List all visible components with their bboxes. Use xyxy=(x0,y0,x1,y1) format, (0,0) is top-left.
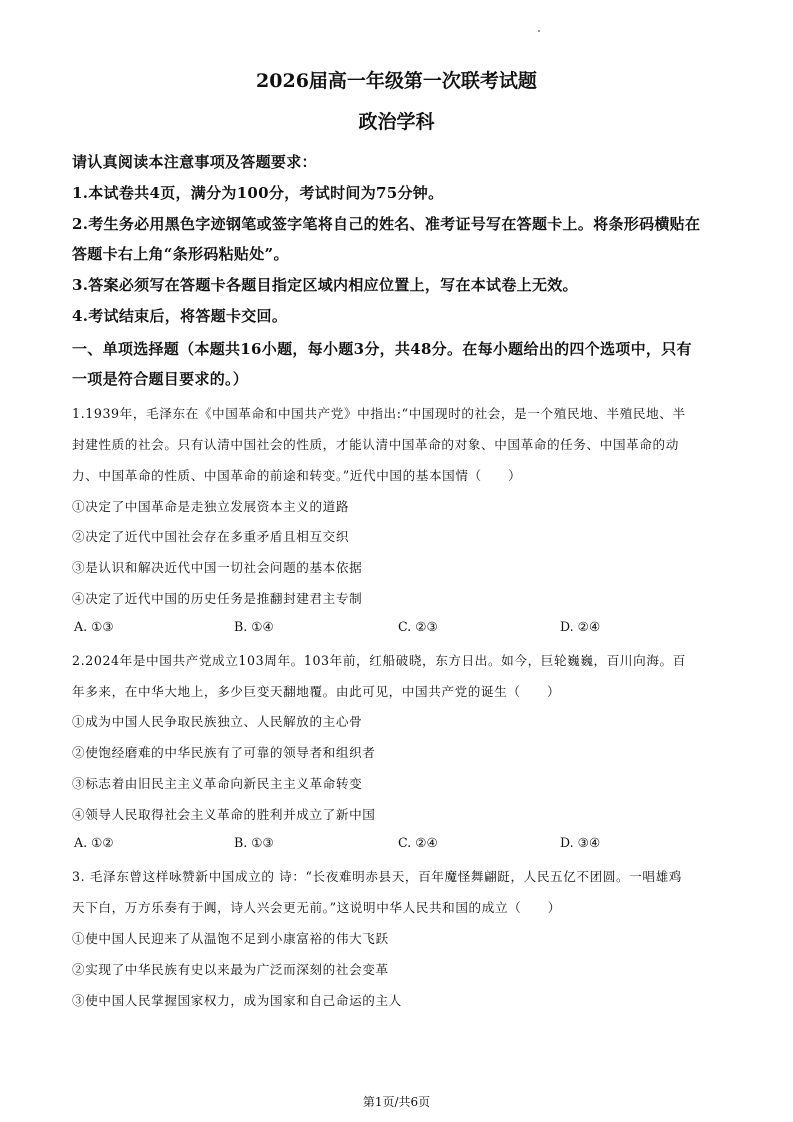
section-heading: 一项是符合题目要求的。） xyxy=(72,370,249,388)
instruction-item: 4.考试结束后，将答题卡交回。 xyxy=(72,307,288,325)
question-1-stem: 力、中国革命的性质、中国革命的前途和转变。”近代中国的基本国情（ ） xyxy=(72,468,522,483)
exam-title: 2026届高一年级第一次联考试题 xyxy=(256,70,537,92)
instruction-item: 2.考生务必用黑色字迹钢笔或签字笔将自己的姓名、准考证号写在答题卡上。将条形码横贴在 xyxy=(72,215,701,233)
question-1-statement: ②决定了近代中国社会存在多重矛盾且相互交织 xyxy=(72,529,350,544)
option-d: D. ③④ xyxy=(560,835,601,850)
question-2-statement: ④领导人民取得社会主义革命的胜利并成立了新中国 xyxy=(72,807,376,822)
page-number: 第1页/共6页 xyxy=(362,1095,431,1109)
question-1-stem: 封建性质的社会。只有认清中国社会的性质，才能认清中国革命的对象、中国革命的任务、中国革命的动 xyxy=(72,437,679,452)
option-c: C. ②③ xyxy=(398,619,438,634)
question-1-stem: 1.1939年，毛泽东在《中国革命和中国共产党》中指出:“中国现时的社会，是一个殖民地、半殖民地、半 xyxy=(72,406,686,421)
option-a: A. ①② xyxy=(74,835,114,850)
question-3-statement: ③使中国人民掌握国家权力，成为国家和自己命运的主人 xyxy=(72,993,402,1008)
question-1-statement: ①决定了中国革命是走独立发展资本主义的道路 xyxy=(72,499,350,514)
question-3-statement: ②实现了中华民族有史以来最为广泛而深刻的社会变革 xyxy=(72,962,389,977)
option-b: B. ①③ xyxy=(234,835,274,850)
scan-dot xyxy=(538,30,540,32)
option-b: B. ①④ xyxy=(234,619,274,634)
question-2-statement: ③标志着由旧民主主义革命向新民主主义革命转变 xyxy=(72,776,363,791)
option-a: A. ①③ xyxy=(74,619,114,634)
question-3-stem: 3. 毛泽东曾这样咏赞新中国成立的 诗：“长夜难明赤县天，百年魔怪舞翩跹，人民五亿不团圆。一唱雄鸡 xyxy=(72,869,682,884)
question-1-statement: ④决定了近代中国的历史任务是推翻封建君主专制 xyxy=(72,591,363,606)
section-heading: 一、单项选择题（本题共16小题，每小题3分，共48分。在每小题给出的四个选项中，只有 xyxy=(72,340,692,358)
question-1-statement: ③是认识和解决近代中国一切社会问题的基本依据 xyxy=(72,560,363,575)
question-3-statement: ①使中国人民迎来了从温饱不足到小康富裕的伟大飞跃 xyxy=(72,931,389,946)
question-3-stem: 天下白，万方乐奏有于阗，诗人兴会更无前。”这说明中华人民共和国的成立（ ） xyxy=(72,900,561,915)
question-2-statement: ②使饱经磨难的中华民族有了可靠的领导者和组织者 xyxy=(72,745,376,760)
instruction-item: 答题卡右上角“条形码粘贴处”。 xyxy=(72,245,289,263)
option-c: C. ②④ xyxy=(398,835,438,850)
question-2-stem: 年多来，在中华大地上，多少巨变天翻地覆。由此可见，中国共产党的诞生（ ） xyxy=(72,684,561,699)
question-2-stem: 2.2024年是中国共产党成立103周年。103年前，红船破晓，东方日出。如今，巨轮巍巍，百川向海。百 xyxy=(72,653,686,668)
subject-title: 政治学科 xyxy=(358,111,435,133)
instruction-item: 3.答案必须写在答题卡各题目指定区域内相应位置上，写在本试卷上无效。 xyxy=(72,276,578,294)
instructions-heading: 请认真阅读本注意事项及答题要求： xyxy=(72,153,317,171)
option-d: D. ②④ xyxy=(560,619,601,634)
question-2-statement: ①成为中国人民争取民族独立、人民解放的主心骨 xyxy=(72,714,363,729)
instruction-item: 1.本试卷共4页，满分为100分，考试时间为75分钟。 xyxy=(72,184,444,202)
